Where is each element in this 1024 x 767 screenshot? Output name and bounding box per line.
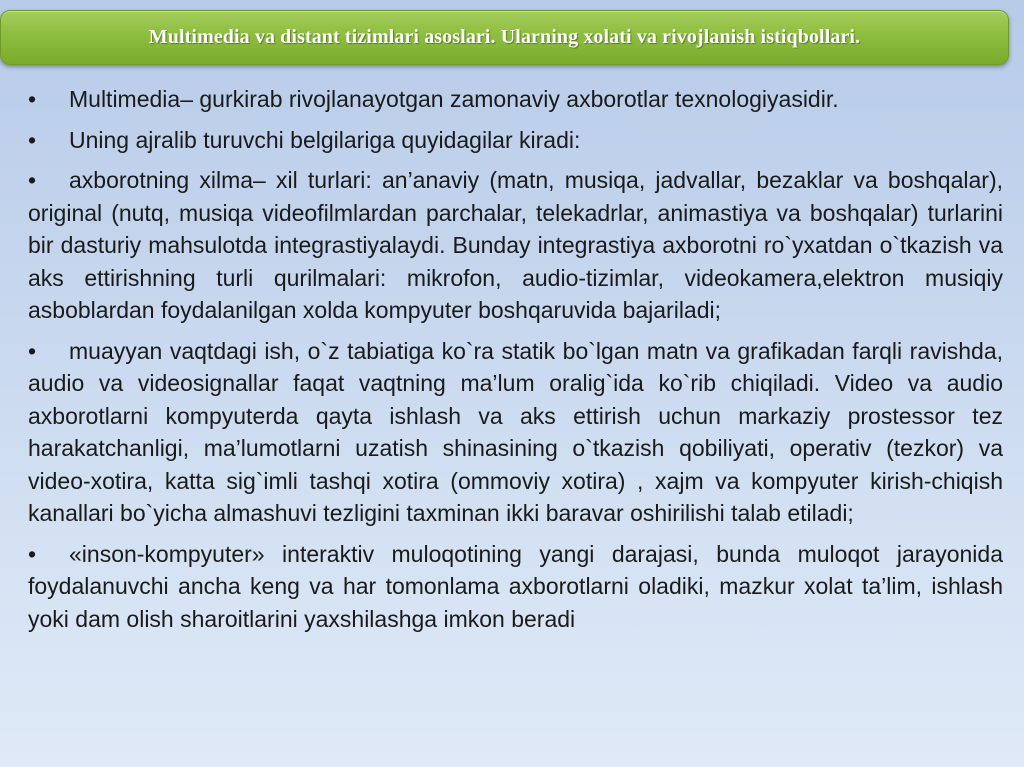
- bullet-paragraph-5: [28, 538, 1003, 636]
- paragraph-text: Multimedia– gurkirab rivojlanayotgan zamonaviy axborotlar texnologiyasidir.: [69, 86, 839, 112]
- bullet-icon: •: [28, 540, 37, 567]
- slide-content: [28, 83, 1003, 643]
- bullet-icon: •: [28, 86, 37, 112]
- title-bar: [0, 10, 1009, 65]
- paragraph-text: «inson-kompyuter» interaktiv muloqotining yangi darajasi, bunda muloqot jarayonida foydalanuvchi ancha keng va har tomonlama axborotlarni oladiki, mazkur xolat ta’lim, ishlash yoki dam olish sharoitlarini yaxshilashga imkon beradi: [28, 540, 1003, 632]
- bullet-icon: •: [28, 126, 37, 153]
- bullet-icon: •: [28, 337, 37, 364]
- paragraph-text: muayyan vaqtdagi ish, o`z tabiatiga ko`ra statik bo`lgan matn va grafikadan farqli ravishda, audio va videosignallar faqat vaqtning ma’lum oralig`ida ko`rib chiqiladi. Video va audio axborotlarni kompyuterda qayta ishlash va aks ettirish uchun markaziy prostessor tez harakatchanligi, ma’lumotlarni uzatish shinasining o`tkazish qobiliyati, operativ (tezkor) va video-xotira, katta sig`imli tashqi xotira (ommoviy xotira) , xajm va kompyuter kirish-chiqish kanallari bo`yicha almashuvi tezligini taxminan ikki baravar oshirilishi talab etiladi;: [28, 337, 1003, 526]
- bullet-paragraph-4: [28, 335, 1003, 530]
- slide-title: Multimedia va distant tizimlari asoslari. Ularning xolati va rivojlanish istiqbollari.: [148, 26, 861, 48]
- paragraph-text: axborotning xilma– xil turlari: an’anaviy (matn, musiqa, jadvallar, bezaklar va boshqalar), original (nutq, musiqa videofilmlardan parchalar, telekadrlar, animastiya va boshqalar) turlarini bir dasturiy mahsulotda integrastiyalaydi. Bunday integrastiya axborotni ro`yxatdan o`tkazish va aks ettirishning turli qurilmalari: mikrofon, audio-tizimlar, videokamera,elektron musiqiy asboblardan foydalanilgan xolda kompyuter boshqaruvida bajariladi;: [28, 167, 1003, 323]
- paragraph-text: Uning ajralib turuvchi belgilariga quyidagilar kiradi:: [69, 126, 581, 153]
- bullet-icon: •: [28, 167, 37, 193]
- bullet-paragraph-3: [28, 164, 1003, 327]
- bullet-paragraph-2: [28, 124, 1003, 157]
- bullet-paragraph-1: [28, 83, 1003, 116]
